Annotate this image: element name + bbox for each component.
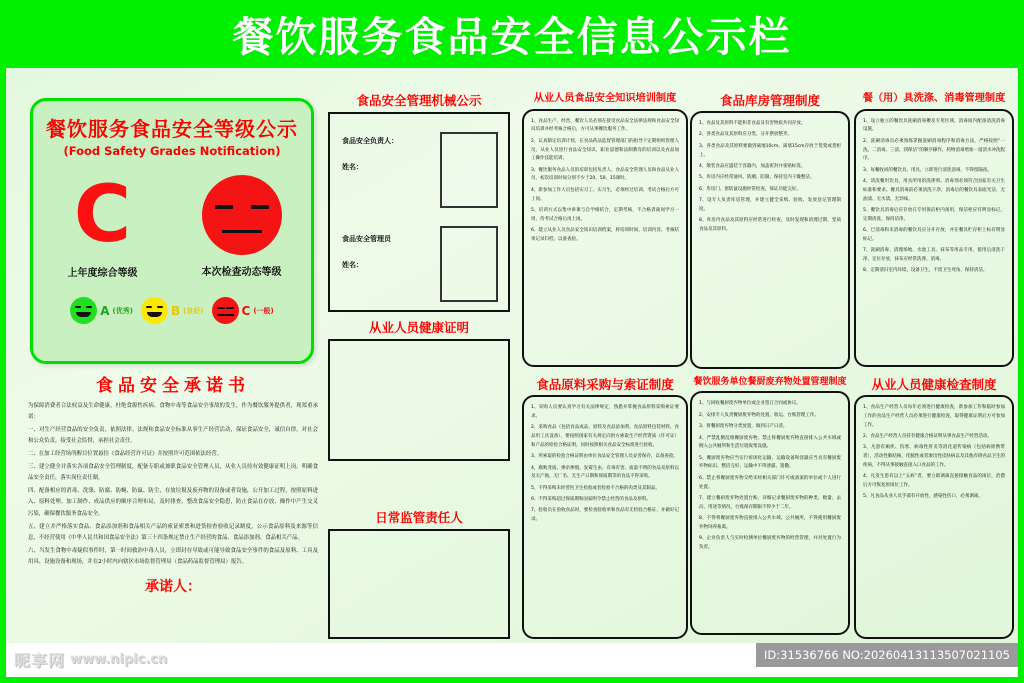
rule-item: 6、库房门、窗防鼠设施经常检查，保证功能完好。 [699, 186, 801, 192]
panel-purchasing-body [522, 395, 688, 639]
rule-item: 6、不得采购超过保质期和国家明令禁止经营的食品及原料。 [531, 496, 651, 502]
rule-item: 4、严禁乱倒乱堆餐厨废弃物，禁止将餐厨废弃物直接排入公共水域或倒入公共厕所和生活垃圾收集设施。 [699, 435, 841, 450]
panel-tableware [854, 94, 1014, 367]
footer [6, 643, 1018, 677]
rule-item: 7、洗刷消毒、清理场地、水池工具、抹布等用品专用，使用后清洗干净、定位存放，抹布应经常洗涤、消毒。 [863, 248, 1005, 262]
panel-kitchen-waste-title: 餐饮服务单位餐厨废弃物处置管理制度 [693, 377, 847, 387]
rule-item: 3、凡患有痢疾、伤寒、病毒性肝炎等消化道传染病（包括病原携带者），活动性肺结核，化脓性或者渗出性皮肤病以及其他有碍食品卫生的疾病，不得从事接触直接入口食品的工作。 [863, 445, 1005, 468]
commitment-signer-label: 承诺人： [145, 578, 201, 595]
daily-supervisor-section [328, 511, 510, 639]
rule-item: 3、将餐厨废弃物分类放置，做到日产日清。 [699, 424, 788, 430]
panel-purchasing [522, 378, 688, 639]
annual-grade-caption: 上年度综合等级 [67, 268, 138, 279]
mouth-flat [222, 230, 262, 233]
rule-item: 4、清洗餐用饮具、用具所用的洗涤剂、消毒剂必须符合国家有关卫生标准和要求。餐具消毒前必须清洗干净，消毒后的餐饮具表面光洁、无油渍、无水渍、无异味。 [863, 179, 1005, 202]
rule-item: 2、洗刷消毒员必须熟练掌握洗刷消毒程序和消毒方法，严格按照“一洗、二消毒、三清、四保洁”的顺序操作，药物消毒增加一道清水冲洗程序。 [863, 138, 1005, 162]
rule-item: 4、散装食品应盛装于容器内，加盖密封并张贴标签。 [699, 163, 806, 169]
watermark-url: www.nipic.cn [70, 652, 168, 667]
rule-item: 8、定期清扫室内环境、设备卫生，不留卫生死角，保持清洁。 [863, 268, 988, 274]
commitment-paragraph: 一、对生产经营食品的安全负责，依照法律、法规和食品安全标准从事生产经营活动，保证食品安全，诚信自律，对社会和公众负责，接受社会监督，承担社会责任。 [28, 427, 318, 445]
panel-kitchen-waste [690, 378, 850, 635]
rule-item: 1、食品及其原料不能和非食品及有害物质共同存放。 [699, 121, 806, 127]
content-face-icon [141, 297, 168, 324]
legend-desc-b: (良好) [183, 306, 204, 315]
watermark-brand: 昵享网 [14, 651, 66, 670]
legend-item-b [141, 297, 204, 324]
watermark [14, 648, 167, 671]
current-grade-caption: 本次检查动态等级 [201, 267, 282, 278]
rule-item: 8、不得将餐厨废弃物直接排入公共水域、公共厕所，不得使用餐厨废弃物饲养畜禽。 [699, 516, 841, 530]
eye-right [251, 205, 269, 209]
neutral-face-icon [212, 297, 239, 324]
rule-item: 5、餐厨废弃物应当实行密闭化运输，运输设备和容器应当具有餐厨废弃物标识、整洁完好、运输中不得泄露、遗撒。 [699, 455, 841, 470]
commitment-paragraph: 三、建立健全并落实各项食品安全管理制度，配备专职或兼职食品安全管理人员，从业人员持有效健康证明上岗，明确食品安全责任，落实岗位责任制。 [28, 464, 318, 482]
rule-item: 1、食品生产经营人员每年必须进行健康检查，新参加工作和临时参加工作的食品生产经营人员必须进行健康检查，取得健康证明后方可参加工作。 [863, 405, 1005, 428]
legend-item-a [70, 297, 133, 324]
panel-storage [690, 94, 850, 369]
org-field-manager-name-label: 姓名： [342, 260, 363, 270]
rule-item: 5、库房内应经常通风、防潮、防腐、保持室内干燥整洁。 [699, 175, 815, 181]
grade-notification-card [30, 98, 314, 364]
rule-item: 9、企业负责人与实时检测单位餐厨废弃物的经营管理，并对处置行为负责。 [699, 536, 841, 550]
rule-item: 2、采购食品（包括食品成品、原料及食品添加剂、食品原料包装材料、食品用工具设备），要按照国家有关规定向供方索取生产经营资质（许可证）和产品的检验合格证明，同时按照相关食品安全标准进行验收。 [531, 425, 679, 448]
page-title: 餐饮服务食品安全信息公示栏 [232, 12, 792, 61]
org-field-responsible-label: 食品安全负责人： [342, 136, 398, 146]
rule-item: 2、安排专人负责餐厨废弃物的处置、收运、台账管理工作。 [699, 412, 819, 418]
rule-item: 4、新参加工作人员包括实习工、实习生，必须经过培训、考试合格后方可上岗。 [531, 187, 679, 202]
commitment-paragraph: 为保障消费者合法权益及生命健康，杜绝食源性疾病、食物中毒等食品安全事故的发生，作为餐饮服务提供者，现郑重承诺： [28, 402, 318, 420]
commitment-title: 食品安全承诺书 [96, 376, 250, 396]
rule-item: 1、食品生产、经营、餐饮人员必须在接受食品安全法律法规和食品安全知识培训并经考核合格后，方可从事餐饮服务工作。 [531, 118, 679, 133]
org-title: 食品安全管理机械公示 [356, 93, 482, 108]
rule-item: 5、餐饮具消毒后应存放在专用保洁柜内备用，保洁柜应有明显标记，定期清洗、保持洁净。 [863, 207, 1005, 222]
rule-item: 3、餐饮服务食品人员的培训包括负责人、食品安全管理人员和食品从业人员，初次培训时间分别不少于20、50、15课时。 [531, 167, 679, 182]
grade-card-title-cn: 餐饮服务食品安全等级公示 [46, 117, 298, 141]
org-disclosure-section [328, 94, 510, 312]
banner [6, 6, 1018, 68]
panel-health-check-body [854, 395, 1014, 639]
annual-grade-letter: C [73, 170, 132, 260]
rule-item: 1、采购人员要认真学习有关法律规定，熟悉并掌握食品原料采购索证要求。 [531, 405, 679, 419]
panel-training-body [522, 109, 688, 367]
manager-photo-box[interactable] [440, 226, 498, 302]
legend-desc-a: (优秀) [112, 306, 133, 315]
daily-supervisor-box[interactable] [328, 529, 510, 639]
legend-grade-c: C [241, 303, 251, 318]
rule-item: 3、每餐收回的餐饮具、用具，立即进行清洗消毒，不得留隔夜。 [863, 167, 992, 173]
rule-item: 1、与回收餐厨废弃物单位或企业签订合同或协议。 [699, 401, 801, 407]
image-id-tag: ID:31536766 NO:20260413113507021105 [756, 643, 1018, 667]
rule-item: 6、建立从业人员食品安全知识培训档案，将培训时间、培训内容、考核结果记录归档，以备查验。 [531, 228, 679, 242]
legend-grade-b: B [170, 303, 181, 318]
rule-item: 5、凡食品从业人员手部有开放性、感染性伤口，必须调离。 [863, 494, 983, 500]
poster-inner [6, 6, 1018, 677]
daily-supervisor-title: 日常监管责任人 [375, 510, 463, 525]
commitment-body [28, 401, 318, 568]
panel-health-check [854, 378, 1014, 639]
rule-item: 2、食品生产经营人员持有健康合格证明从事食品生产经营活动。 [863, 434, 992, 440]
smile-face-icon [70, 297, 97, 324]
org-field-responsible-name-label: 姓名： [342, 162, 363, 172]
commitment-paragraph: 四、配备相应的消毒、洗涤、防腐、防蝇、防鼠、防尘，存放垃圾及废弃物的设备或者设施，公开加工过程，按照原料进入、原料处理、加工制作、成品供应的顺序合理布局，及时排查、整改食品安全隐患，防止食品在存放、操作中产生交叉污染，确保餐饮服务食品安全。 [28, 488, 318, 517]
panel-storage-body [690, 111, 850, 369]
rule-item: 2、认真制定培训计划，在食品药品监督管理部门的指导下定期组织管理人员、从业人员进行食品安全知识、职业道德和法制教育的培训以及食品加工操作技能培训。 [531, 138, 679, 162]
health-certificate-box[interactable] [328, 339, 510, 461]
rule-item: 6、已消毒和未消毒的餐饮具应分开存放，并在餐具贮存柜上标有明显标记。 [863, 228, 1005, 242]
responsible-photo-box[interactable] [440, 132, 498, 208]
commitment-paragraph: 二、在加工经营场所醒目位置悬挂《食品经营许可证》并按照许可范围依法经营。 [28, 451, 223, 458]
commitment-section [28, 378, 318, 596]
rule-item: 3、各类食品及其原料要做到离地10cm、离墙15cm存放于货架或货柜上。 [699, 143, 841, 158]
rule-item: 7、验收员在验收食品时，要检查验收单和食品有无检验合格证，并做好记录。 [531, 508, 679, 523]
rule-item: 7、建立餐厨废弃物处置台账，详细记录餐厨废弃物的种类、数量、去向、用途等情况，台账保存期限不得少于二年。 [699, 495, 841, 510]
org-field-manager-label: 食品安全管理员 [342, 234, 391, 244]
panel-storage-title: 食品库房管理制度 [719, 93, 820, 108]
rule-item: 8、库房内食品及其原料应经常进行检查，及时发现和清理过期、变质食品及其原料。 [699, 218, 841, 232]
eye-left [215, 205, 233, 209]
health-certificate-title: 从业人员健康证明 [368, 320, 469, 335]
panel-training-title: 从业人员食品安全知识培训制度 [533, 93, 677, 104]
commitment-paragraph: 五、建立并严格落实食品、食品添加剂和食品相关产品的索证索票和进货检查验收记录制度，公示食品原料及来源等信息，不经营使用《中华人民共和国食品安全法》第三十四条规定禁止生产经营的食品、食品添加剂、食品相关产品。 [28, 523, 318, 541]
rule-item: 4、腐败变质、掺杂掺假、发霉生虫、有毒有害、质量不明的食品及原料以及无产地、无厂名、无生产日期和保质期等的食品不得采购。 [531, 465, 679, 480]
annual-grade-block [41, 170, 163, 279]
panel-purchasing-title: 食品原料采购与索证制度 [536, 377, 674, 392]
current-grade-block [180, 174, 302, 278]
panel-tableware-body [854, 109, 1014, 367]
legend-desc-c: (一般) [253, 306, 274, 315]
rule-item: 2、各类食品及其原料应分类、分开摆放整齐。 [699, 132, 792, 138]
panel-kitchen-waste-body [690, 391, 850, 635]
grade-row [33, 170, 311, 279]
rule-item: 7、设专人负责库房管理，并建立健全采购、验收、发放登记管理制度。 [699, 198, 841, 212]
rule-item: 4、凡发生患有以上“五病”者，要立即调离直接接触食品的岗位，治愈后方可恢复原岗位工作。 [863, 474, 1005, 489]
grade-card-title-en: (Food Safety Grades Notification) [63, 144, 281, 158]
rule-item: 6、禁止将餐厨废弃物交给未经相关部门许可或备案的单位或个人进行处置。 [699, 475, 841, 490]
rule-item: 5、不得采购未经兽医卫生检验或者检验不合格的肉类及其制品。 [531, 485, 660, 491]
legend-item-c [212, 297, 274, 324]
org-box [328, 112, 510, 312]
panel-tableware-title: 餐（用）具洗涤、消毒管理制度 [862, 93, 1006, 104]
grade-legend [33, 297, 311, 324]
rule-item: 5、培训方式以集中讲课与自学相结合，定期考核，不合格者离岗学习一周，待考试合格后再上岗。 [531, 207, 679, 222]
rule-item: 3、所索取的检验合格证明由单位食品安全管理人员妥善保存，以备查验。 [531, 454, 678, 460]
panel-health-check-title: 从业人员健康检查制度 [871, 377, 997, 392]
frown-face-icon [202, 175, 282, 255]
legend-grade-a: A [100, 303, 110, 318]
commitment-paragraph: 六、当发生食物中毒疑似事件时，第一时间救治中毒人员，立即封存导致或可能导致食品安全事件的食品及原料、工具及用具、设施设备和现场，并在2小时内向辖区市场监督管理局（食品药品监督管理局）报告。 [28, 547, 318, 565]
rule-item: 1、设立独立的餐饮具洗刷消毒槽及专用区域，消毒间内配备清洗消毒设施。 [863, 118, 1005, 133]
health-certificate-section [328, 321, 510, 461]
panel-training [522, 94, 688, 367]
